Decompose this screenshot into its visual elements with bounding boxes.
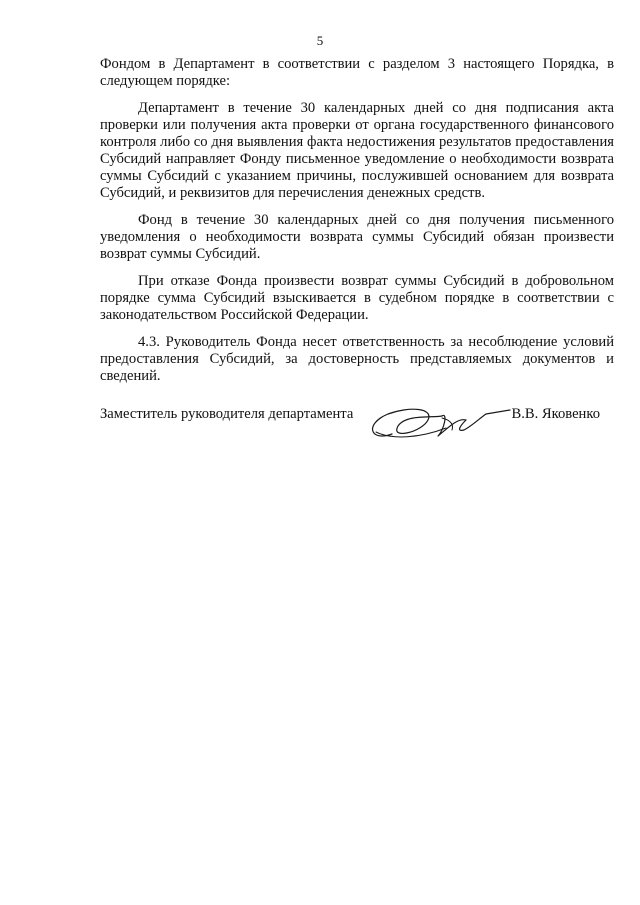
document-body <box>100 56 614 395</box>
signatory-name: В.В. Яковенко <box>511 406 600 422</box>
paragraph-responsibility: 4.3. Руководитель Фонда несет ответственность за несоблюдение условий предоставления Субсидий, за достоверность представляемых документов и сведений. <box>100 334 614 384</box>
paragraph-fund-return: Фонд в течение 30 календарных дней со дня получения письменного уведомления о необходимости возврата суммы Субсидий обязан произвести возврат суммы Субсидий. <box>100 212 614 262</box>
signature-block <box>100 396 614 446</box>
paragraph-continuation: Фондом в Департамент в соответствии с разделом 3 настоящего Порядка, в следующем порядке: <box>100 56 614 89</box>
signatory-title: Заместитель руководителя департамента <box>100 406 354 422</box>
handwritten-signature-icon <box>362 396 512 448</box>
page-number: 5 <box>316 33 324 48</box>
paragraph-department-notice: Департамент в течение 30 календарных дней со дня подписания акта проверки или получения акта проверки от органа государственного финансового контроля либо со дня выявления факта недостижения результатов предоставления Субсидий направляет Фонду письменное уведомление о необходимости возврата суммы Субсидий с указанием причины, послужившей основанием для возврата Субсидий, и реквизитов для перечисления денежных средств. <box>100 100 614 201</box>
paragraph-refusal: При отказе Фонда произвести возврат суммы Субсидий в добровольном порядке сумма Субсидий взыскивается в судебном порядке в соответствии с законодательством Российской Федерации. <box>100 273 614 323</box>
